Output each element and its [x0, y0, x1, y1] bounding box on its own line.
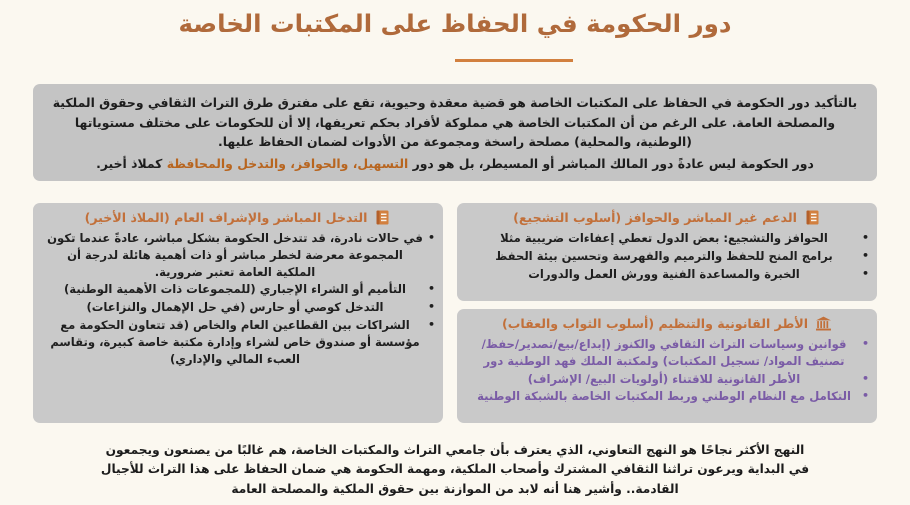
intro-paragraph-2 — [51, 154, 859, 174]
card-legal-frameworks[interactable] — [457, 309, 877, 423]
left-column — [33, 203, 443, 423]
book-icon — [804, 209, 821, 226]
card-direct-intervention-title: التدخل المباشر والإشراف العام (الملاذ الأخير) — [84, 209, 368, 225]
intro-paragraph-2-prefix: دور الحكومة ليس عادةً دور المالك المباشر أو المسيطر، بل هو دور — [408, 155, 814, 171]
list-item: • الخبرة والمساعدة الفنية وورش العمل والدورات — [465, 266, 871, 283]
right-column — [457, 203, 877, 423]
book-icon — [374, 209, 391, 226]
intro-panel — [33, 84, 877, 181]
card-direct-intervention[interactable] — [33, 203, 443, 423]
list-item: • الأطر القانونية للاقتناء (أولويات البيع/ الإشراف) — [465, 371, 871, 388]
title-underline — [455, 59, 573, 62]
card-legal-frameworks-title: الأطر القانونية والتنظيم (أسلوب الثواب والعقاب) — [501, 315, 809, 331]
list-item: • التأميم أو الشراء الإجباري (للمجموعات ذات الأهمية الوطنية) — [41, 281, 437, 298]
cards-region — [33, 203, 877, 423]
list-item: • برامج المنح للحفظ والترميم والفهرسة وتحسين بيئة الحفظ — [465, 248, 871, 265]
card-indirect-support[interactable] — [457, 203, 877, 301]
list-item: • الحوافز والتشجيع: بعض الدول تعطي إعفاءات ضريبية مثلا — [465, 230, 871, 247]
card-legal-frameworks-bullets — [457, 336, 877, 405]
intro-paragraph-1: بالتأكيد دور الحكومة في الحفاظ على المكتبات الخاصة هو قضية معقدة وحيوية، تقع على مفترق طرق التراث الثقافي وحقوق الملكية والمصلحة العامة. على الرغم من أن المكتبات الخاصة هي مملوكة لأفراد بحكم تعريفها، إلا أن للحكومات على مختلف مستوياتها (الوطنية، والمحلية) مصلحة راسخة ومجموعة من الأدوات لضمان الحفاظ عليها. — [52, 95, 858, 150]
card-indirect-support-header — [457, 203, 877, 228]
conclusion-block — [95, 441, 815, 500]
card-indirect-support-title: الدعم غير المباشر والحوافز (أسلوب التشجيع) — [513, 209, 797, 225]
list-item: • قوانين وسياسات التراث الثقافي والكنوز (إبداع/بيع/تصدير/حفظ/ تصنيف المواد/ تسجيل المكتبات) ولمكتبة الملك فهد الوطنية دور — [465, 336, 871, 370]
card-direct-intervention-bullets — [33, 230, 443, 367]
list-item: • في حالات نادرة، قد تتدخل الحكومة بشكل مباشر، عادةً عندما تكون المجموعة معرضة لخطر مباشر أو ذات أهمية هائلة لدرجة أن الملكية العامة تعتبر ضرورية. — [41, 230, 437, 280]
card-direct-intervention-header — [33, 203, 443, 228]
title-container — [0, 0, 910, 40]
conclusion-text: النهج الأكثر نجاحًا هو النهج التعاوني، الذي يعترف بأن جامعي التراث والمكتبات الخاصة، هم غالبًا من يصنعون ويجمعون في البداية ويرعون تراثنا الثقافي المشترك وأصحاب الملكية، ومهمة الحكومة هي ضمان الحفاظ على هذا التراث للأجيال القادمة.. وأشير هنا أنه لابد من الموازنة بين حقوق الملكية والمصلحة العامة — [100, 442, 810, 497]
list-item: • التدخل كوصي أو حارس (في حل الإهمال والنزاعات) — [41, 299, 437, 316]
bank-icon — [815, 315, 832, 332]
page-title: دور الحكومة في الحفاظ على المكتبات الخاصة — [178, 9, 732, 38]
intro-highlight: التسهيل، والحوافز، والتدخل والمحافظة — [166, 155, 409, 171]
list-item: • التكامل مع النظام الوطني وربط المكتبات الخاصة بالشبكة الوطنية — [465, 388, 871, 405]
card-legal-frameworks-header — [457, 309, 877, 334]
card-indirect-support-bullets — [457, 230, 877, 282]
list-item: • الشراكات بين القطاعين العام والخاص (قد تتعاون الحكومة مع مؤسسة أو صندوق خاص لشراء وإدارة مكتبة خاصة كبيرة، وتقاسم العبء المالي والإداري) — [41, 317, 437, 367]
intro-paragraph-2-suffix: كملاذ أخير. — [96, 155, 167, 171]
